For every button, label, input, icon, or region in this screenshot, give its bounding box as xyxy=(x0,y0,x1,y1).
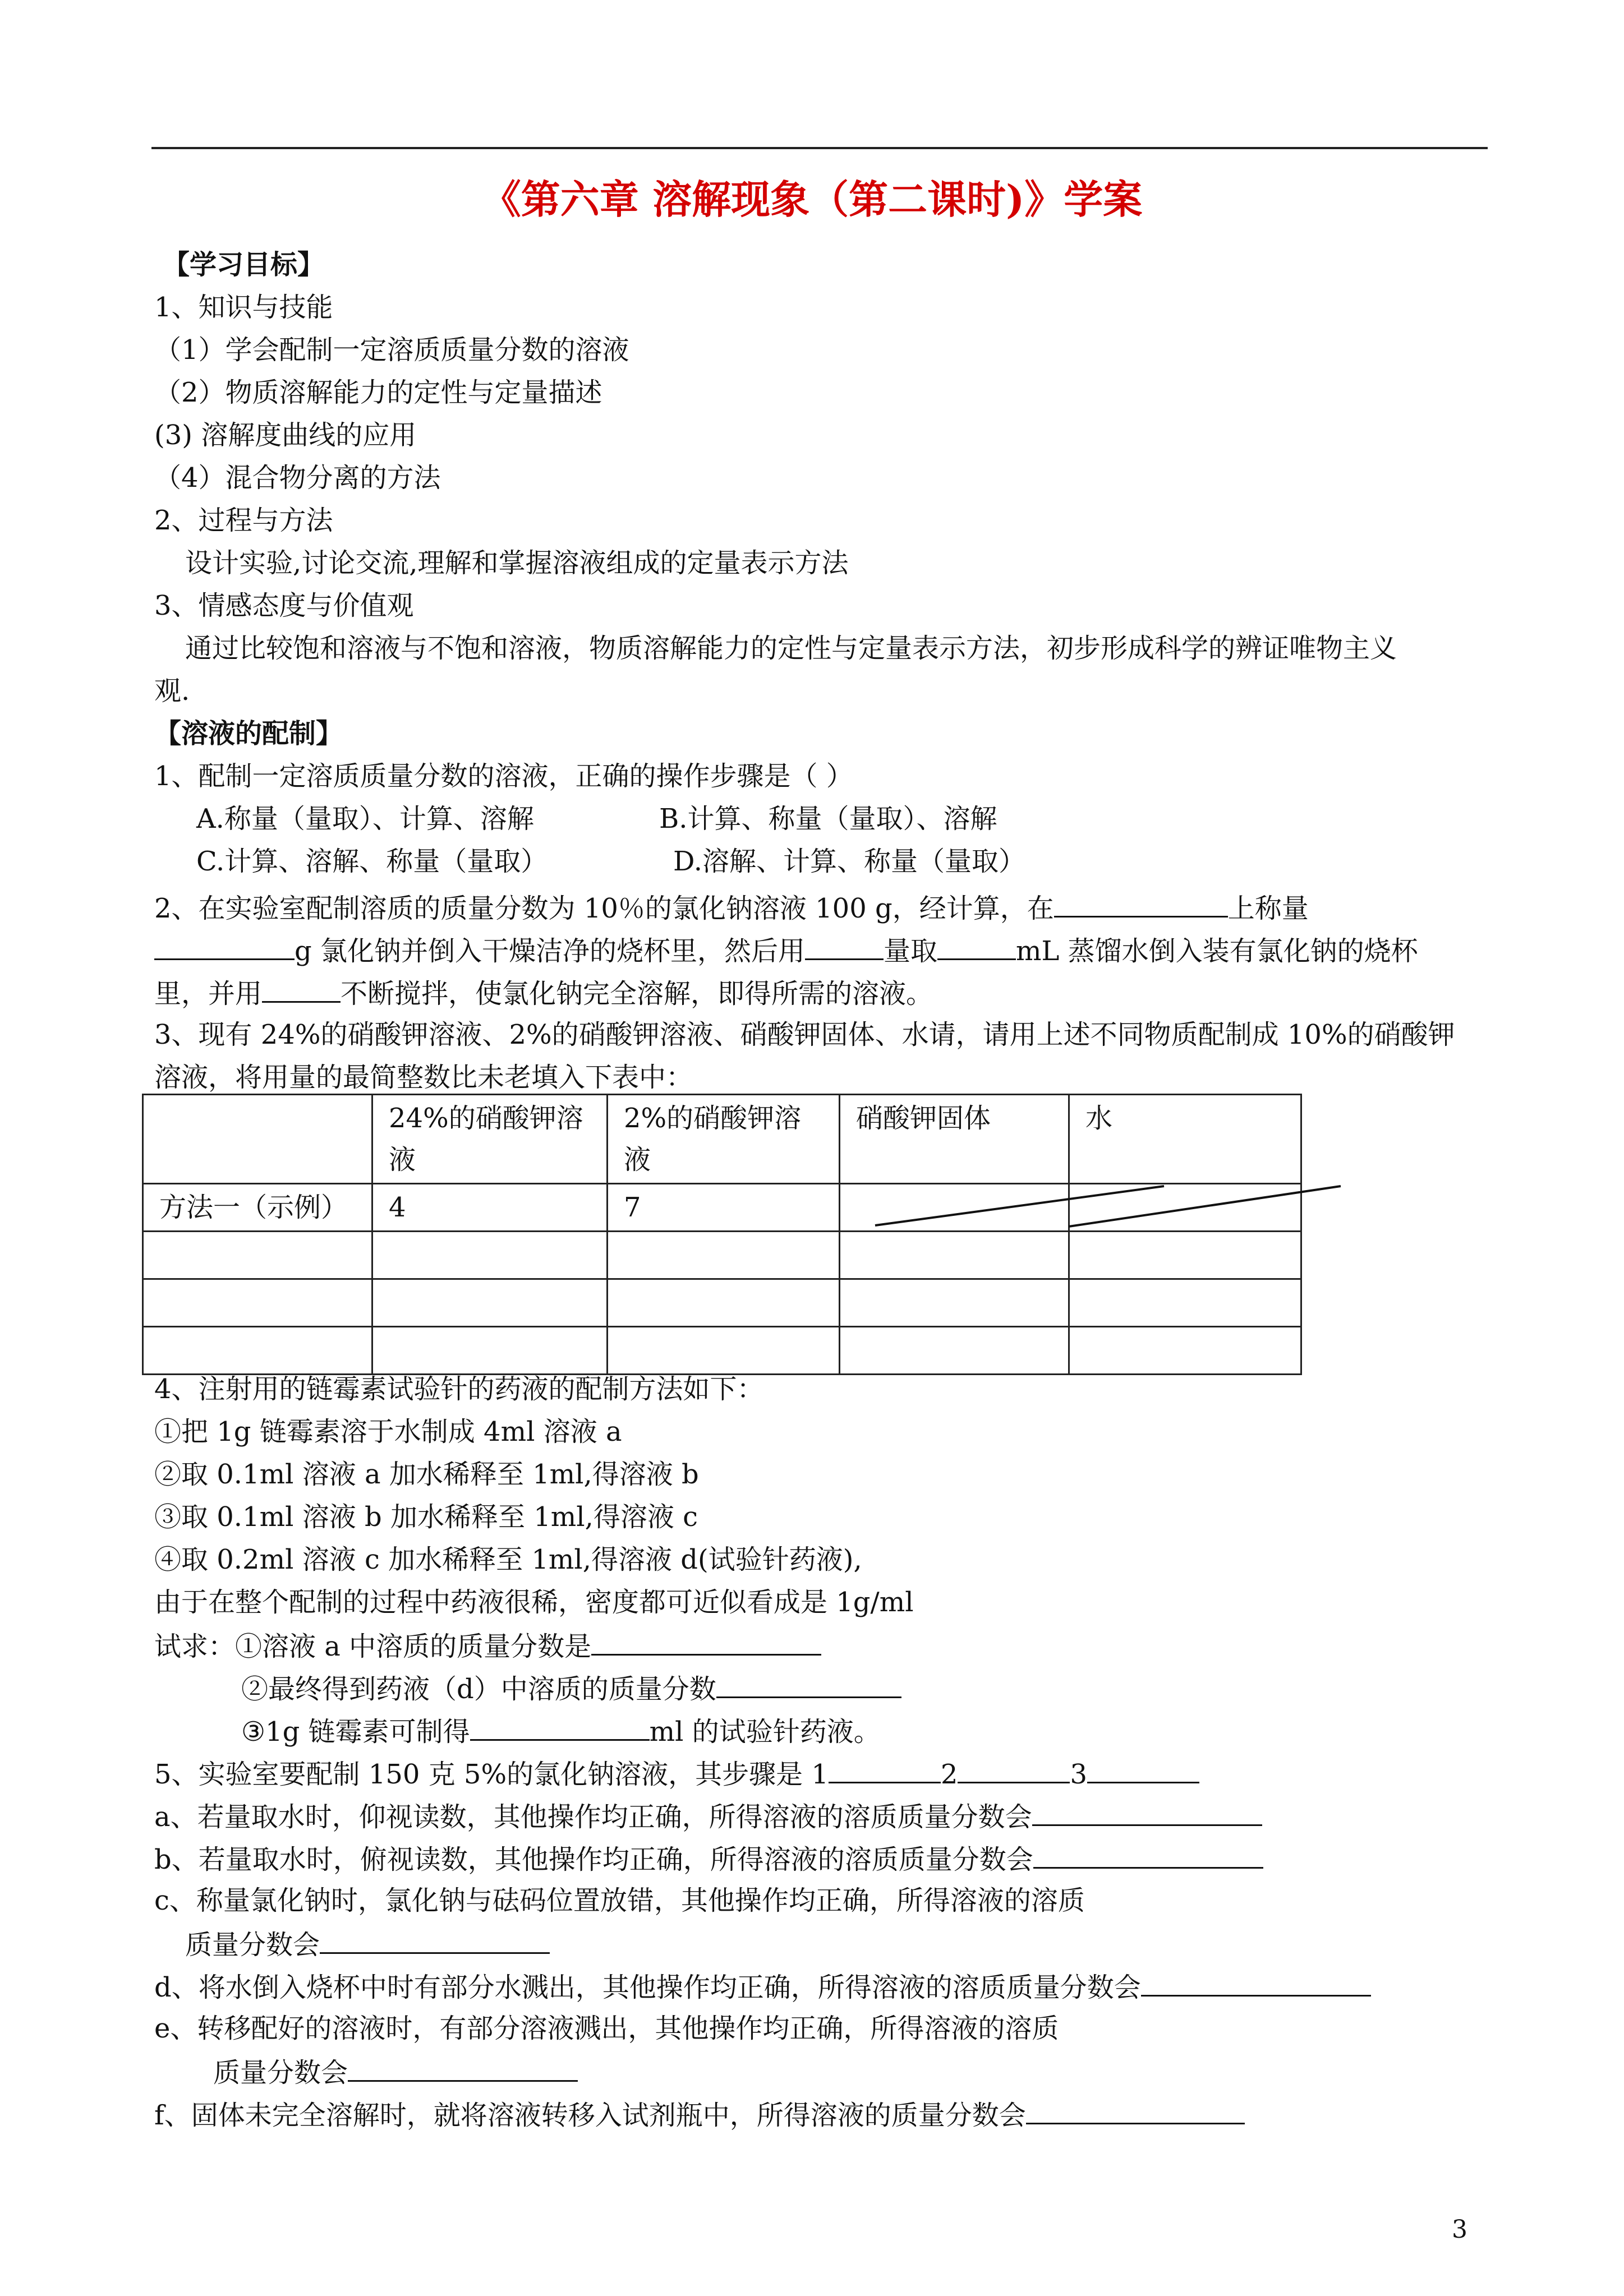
q2-text-3a: 里，并用 xyxy=(154,978,263,1009)
question-3-line-1: 3、现有 24%的硝酸钾溶液、2%的硝酸钾溶液、硝酸钾固体、水请，请用上述不同物质配制成 10%的硝酸钾 xyxy=(154,1019,1455,1050)
table-cell xyxy=(1069,1184,1301,1232)
table-cell[interactable] xyxy=(143,1232,372,1279)
q1-option-a: A.称量（量取）、计算、溶解 xyxy=(196,803,534,835)
table-cell[interactable] xyxy=(840,1279,1069,1327)
q4-step-4: ④取 0.2ml 溶液 c 加水稀释至 1ml,得溶液 d(试验针药液), xyxy=(154,1544,862,1575)
table-row xyxy=(143,1327,1301,1375)
table-cell: 7 xyxy=(608,1184,840,1232)
question-5: 5、实验室要配制 150 克 5%的氯化钠溶液，其步骤是 1 2 3 xyxy=(154,1755,1199,1792)
goal-section-3-text: 通过比较饱和溶液与不饱和溶液，物质溶解能力的定性与定量表示方法，初步形成科学的辨证唯物主义 xyxy=(185,633,1397,664)
page-title: 《第六章 溶解现象（第二课时)》学案 xyxy=(481,176,1143,223)
q5-blank-a[interactable] xyxy=(1032,1797,1262,1826)
question-2-line-3 xyxy=(154,974,933,1012)
table-cell[interactable] xyxy=(608,1232,840,1279)
ratio-table xyxy=(142,1094,1302,1375)
table-row xyxy=(143,1184,1301,1232)
q5-blank-step-3[interactable] xyxy=(1087,1755,1199,1783)
question-3-line-2: 溶液，将用量的最简整数比未老填入下表中： xyxy=(154,1062,693,1093)
q4-ask-1: 试求：①溶液 a 中溶质的质量分数是 xyxy=(154,1627,821,1665)
q5-blank-c[interactable] xyxy=(320,1925,550,1954)
q2-blank-volume[interactable] xyxy=(937,932,1016,960)
q5-item-c-cont: 质量分数会 xyxy=(185,1925,550,1963)
table-cell[interactable] xyxy=(372,1327,608,1375)
goal-section-3: 3、情感态度与价值观 xyxy=(154,590,414,621)
q5-blank-step-2[interactable] xyxy=(958,1755,1070,1783)
table-cell: 4 xyxy=(372,1184,608,1232)
goal-section-2-text: 设计实验,讨论交流,理解和掌握溶液组成的定量表示方法 xyxy=(185,547,849,579)
q5-item-c: c、称量氯化钠时，氯化钠与砝码位置放错，其他操作均正确，所得溶液的溶质 xyxy=(154,1885,1085,1916)
table-cell[interactable] xyxy=(608,1279,840,1327)
q4-step-3: ③取 0.1ml 溶液 b 加水稀释至 1ml,得溶液 c xyxy=(154,1501,698,1533)
q4-step-2: ②取 0.1ml 溶液 a 加水稀释至 1ml,得溶液 b xyxy=(154,1459,699,1490)
q5-item-d: d、将水倒入烧杯中时有部分水溅出，其他操作均正确，所得溶液的溶质质量分数会 xyxy=(154,1968,1371,2005)
goal-section-2: 2、过程与方法 xyxy=(154,505,333,536)
q2-text-1b: 上称量 xyxy=(1227,893,1309,924)
table-header-row xyxy=(143,1095,1301,1184)
q5-item-b: b、若量取水时，俯视读数，其他操作均正确，所得溶液的溶质质量分数会 xyxy=(154,1840,1263,1878)
table-cell xyxy=(840,1184,1069,1232)
q2-text-2a: g 氯化钠并倒入干燥洁净的烧杯里，然后用 xyxy=(295,935,805,967)
table-cell[interactable] xyxy=(1069,1232,1301,1279)
table-cell[interactable] xyxy=(372,1279,608,1327)
q5-item-a: a、若量取水时，仰视读数，其他操作均正确，所得溶液的溶质质量分数会 xyxy=(154,1797,1262,1835)
q4-ask-3: ③1g 链霉素可制得 ml 的试验针药液。 xyxy=(241,1712,881,1750)
q5-blank-b[interactable] xyxy=(1033,1840,1263,1869)
question-4: 4、注射用的链霉素试验针的药液的配制方法如下： xyxy=(154,1373,764,1405)
q5-blank-e[interactable] xyxy=(348,2053,578,2082)
goal-item-1: （1）学会配制一定溶质质量分数的溶液 xyxy=(154,334,629,366)
table-cell: 方法一（示例） xyxy=(143,1184,372,1232)
prep-header: 【溶液的配制】 xyxy=(154,718,343,749)
q2-text-2c: mL 蒸馏水倒入装有氯化钠的烧杯 xyxy=(1016,935,1418,967)
q5-blank-f[interactable] xyxy=(1026,2096,1245,2124)
table-cell[interactable] xyxy=(372,1232,608,1279)
header-rule xyxy=(151,147,1488,149)
q1-option-d: D.溶解、计算、称量（量取） xyxy=(673,846,1026,877)
q4-step-1: ①把 1g 链霉素溶于水制成 4ml 溶液 a xyxy=(154,1416,622,1447)
q4-note: 由于在整个配制的过程中药液很稀，密度都可近似看成是 1g/ml xyxy=(154,1587,914,1618)
q4-ask-2: ②最终得到药液（d）中溶质的质量分数 xyxy=(241,1670,901,1707)
q4-blank-2[interactable] xyxy=(716,1670,901,1698)
goal-section-1: 1、知识与技能 xyxy=(154,292,333,323)
table-row xyxy=(143,1232,1301,1279)
q4-blank-3[interactable] xyxy=(470,1712,650,1741)
q5-blank-d[interactable] xyxy=(1141,1968,1371,1997)
q1-option-c: C.计算、溶解、称量（量取） xyxy=(196,846,548,877)
q2-blank-stirrer[interactable] xyxy=(262,974,341,1003)
question-1: 1、配制一定溶质质量分数的溶液，正确的操作步骤是（ ） xyxy=(154,760,853,792)
table-cell[interactable] xyxy=(608,1327,840,1375)
q5-blank-step-1[interactable] xyxy=(829,1755,941,1783)
page-number: 3 xyxy=(1452,2215,1467,2244)
goal-item-3: (3) 溶解度曲线的应用 xyxy=(154,419,417,451)
table-cell[interactable] xyxy=(840,1232,1069,1279)
table-cell[interactable] xyxy=(143,1279,372,1327)
table-cell[interactable] xyxy=(1069,1327,1301,1375)
goal-item-4: （4）混合物分离的方法 xyxy=(154,462,441,494)
table-header-2-solution: 2%的硝酸钾溶 液 xyxy=(608,1095,840,1184)
table-header-water: 水 xyxy=(1069,1095,1301,1184)
q2-blank-mass[interactable] xyxy=(154,932,295,960)
question-2-line-2 xyxy=(154,932,1418,969)
table-header-24-solution: 24%的硝酸钾溶 液 xyxy=(372,1095,608,1184)
q5-item-f: f、固体未完全溶解时，就将溶液转移入试剂瓶中，所得溶液的质量分数会 xyxy=(154,2096,1245,2133)
goals-header: 【学习目标】 xyxy=(163,249,325,280)
q4-blank-1[interactable] xyxy=(591,1627,821,1656)
goal-section-3-text-end: 观. xyxy=(154,675,190,707)
table-cell[interactable] xyxy=(840,1327,1069,1375)
q5-item-e-cont: 质量分数会 xyxy=(213,2053,578,2091)
question-2-line-1 xyxy=(154,889,1309,926)
table-cell[interactable] xyxy=(1069,1279,1301,1327)
q2-blank-measure-tool[interactable] xyxy=(805,932,884,960)
table-row xyxy=(143,1279,1301,1327)
goal-item-2: （2）物质溶解能力的定性与定量描述 xyxy=(154,377,602,408)
q2-text-2b: 量取 xyxy=(884,935,938,967)
table-cell[interactable] xyxy=(143,1327,372,1375)
table-header-empty xyxy=(143,1095,372,1184)
q2-blank-instrument[interactable] xyxy=(1054,889,1228,918)
table-header-solid: 硝酸钾固体 xyxy=(840,1095,1069,1184)
q5-item-e: e、转移配好的溶液时，有部分溶液溅出，其他操作均正确，所得溶液的溶质 xyxy=(154,2013,1059,2044)
q1-option-b: B.计算、称量（量取）、溶解 xyxy=(659,803,997,835)
q2-text-3b: 不断搅拌，使氯化钠完全溶解，即得所需的溶液。 xyxy=(341,978,933,1009)
q2-text-1a: 2、在实验室配制溶质的质量分数为 10％的氯化钠溶液 100 g，经计算，在 xyxy=(154,893,1054,924)
